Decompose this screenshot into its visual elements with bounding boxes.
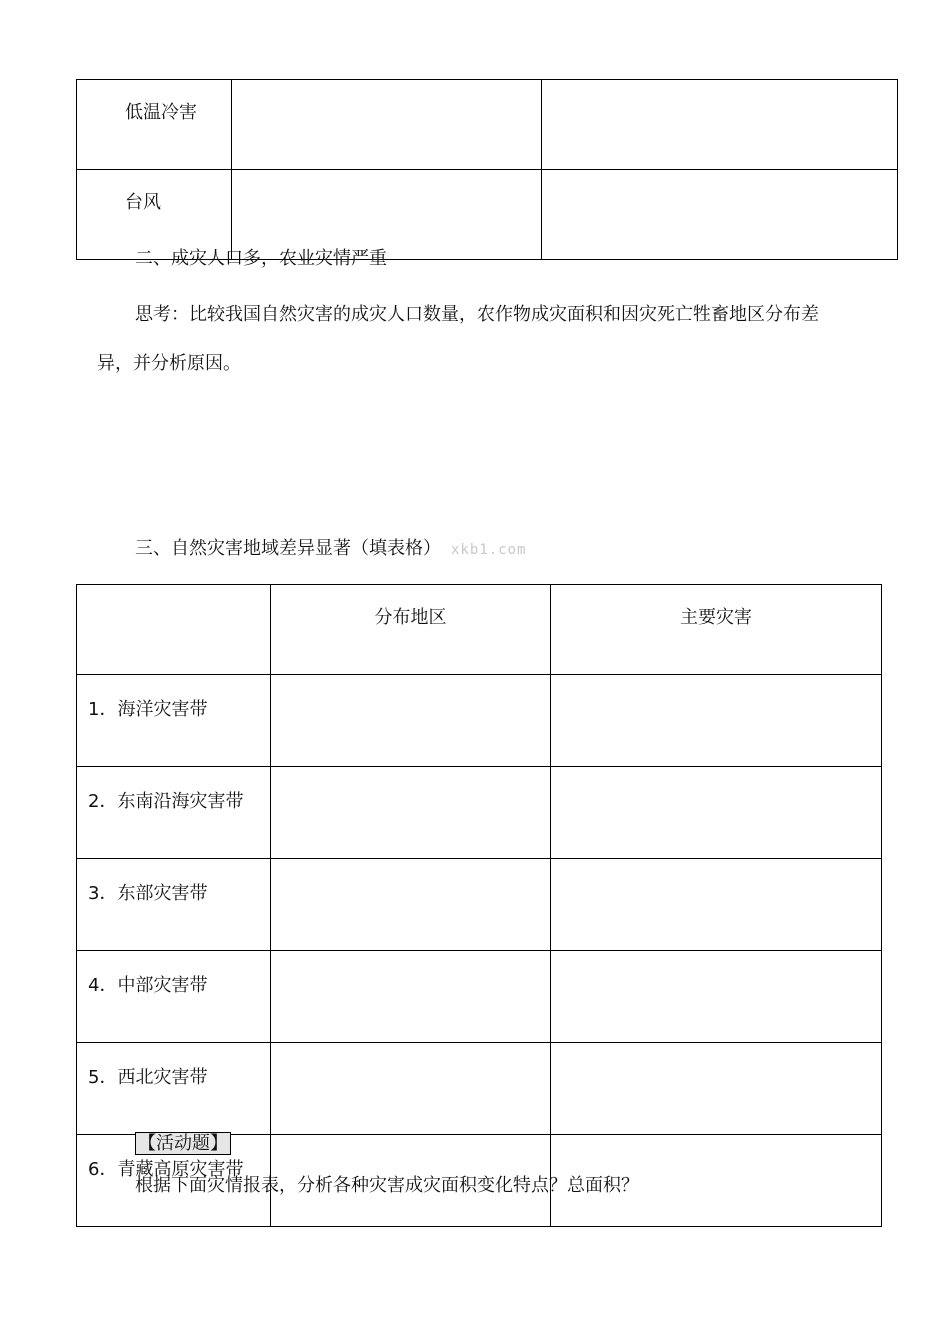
row-label: 1．海洋灾害带 <box>77 675 271 767</box>
table-row <box>77 80 898 170</box>
activity-question: 根据下面灾情报表，分析各种灾害成灾面积变化特点？总面积？ <box>135 1175 639 1196</box>
blank-cell[interactable] <box>542 80 898 170</box>
blank-cell[interactable] <box>271 767 551 859</box>
header-cell-main-disaster: 主要灾害 <box>551 585 882 675</box>
blank-cell[interactable] <box>551 951 882 1043</box>
blank-cell[interactable] <box>551 1043 882 1135</box>
blank-cell[interactable] <box>271 1043 551 1135</box>
blank-cell[interactable] <box>232 80 542 170</box>
watermark-text: xkb1.com <box>451 542 527 558</box>
activity-tag-label: 【活动题】 <box>135 1132 231 1155</box>
header-cell-region: 分布地区 <box>271 585 551 675</box>
row-label: 4．中部灾害带 <box>77 951 271 1043</box>
header-cell-empty <box>77 585 271 675</box>
blank-cell[interactable] <box>271 859 551 951</box>
row-label: 3．东部灾害带 <box>77 859 271 951</box>
row-label: 低温冷害 <box>77 80 232 170</box>
section-heading-text: 三、自然灾害地域差异显著（填表格） <box>135 538 441 559</box>
blank-cell[interactable] <box>551 675 882 767</box>
table-row <box>77 859 882 951</box>
table-row <box>77 767 882 859</box>
blank-cell[interactable] <box>271 951 551 1043</box>
think-question-line2: 异，并分析原因。 <box>97 353 241 374</box>
blank-cell[interactable] <box>551 859 882 951</box>
table-row <box>77 675 882 767</box>
table-header-row <box>77 585 882 675</box>
row-label: 台风 <box>77 170 232 260</box>
row-label: 2．东南沿海灾害带 <box>77 767 271 859</box>
blank-cell[interactable] <box>271 675 551 767</box>
table-row <box>77 1043 882 1135</box>
think-question-line1: 思考：比较我国自然灾害的成灾人口数量，农作物成灾面积和因灾死亡牲畜地区分布差 <box>135 304 819 325</box>
section-heading-3 <box>135 534 526 560</box>
disaster-table-continued <box>76 79 898 260</box>
blank-cell[interactable] <box>542 170 898 260</box>
table-row <box>77 951 882 1043</box>
activity-tag <box>135 1129 231 1155</box>
row-label: 6．青藏高原灾害带 <box>77 1135 271 1227</box>
row-label: 5．西北灾害带 <box>77 1043 271 1135</box>
section-heading: 二、成灾人口多，农业灾情严重 <box>135 248 387 269</box>
blank-cell[interactable] <box>551 767 882 859</box>
